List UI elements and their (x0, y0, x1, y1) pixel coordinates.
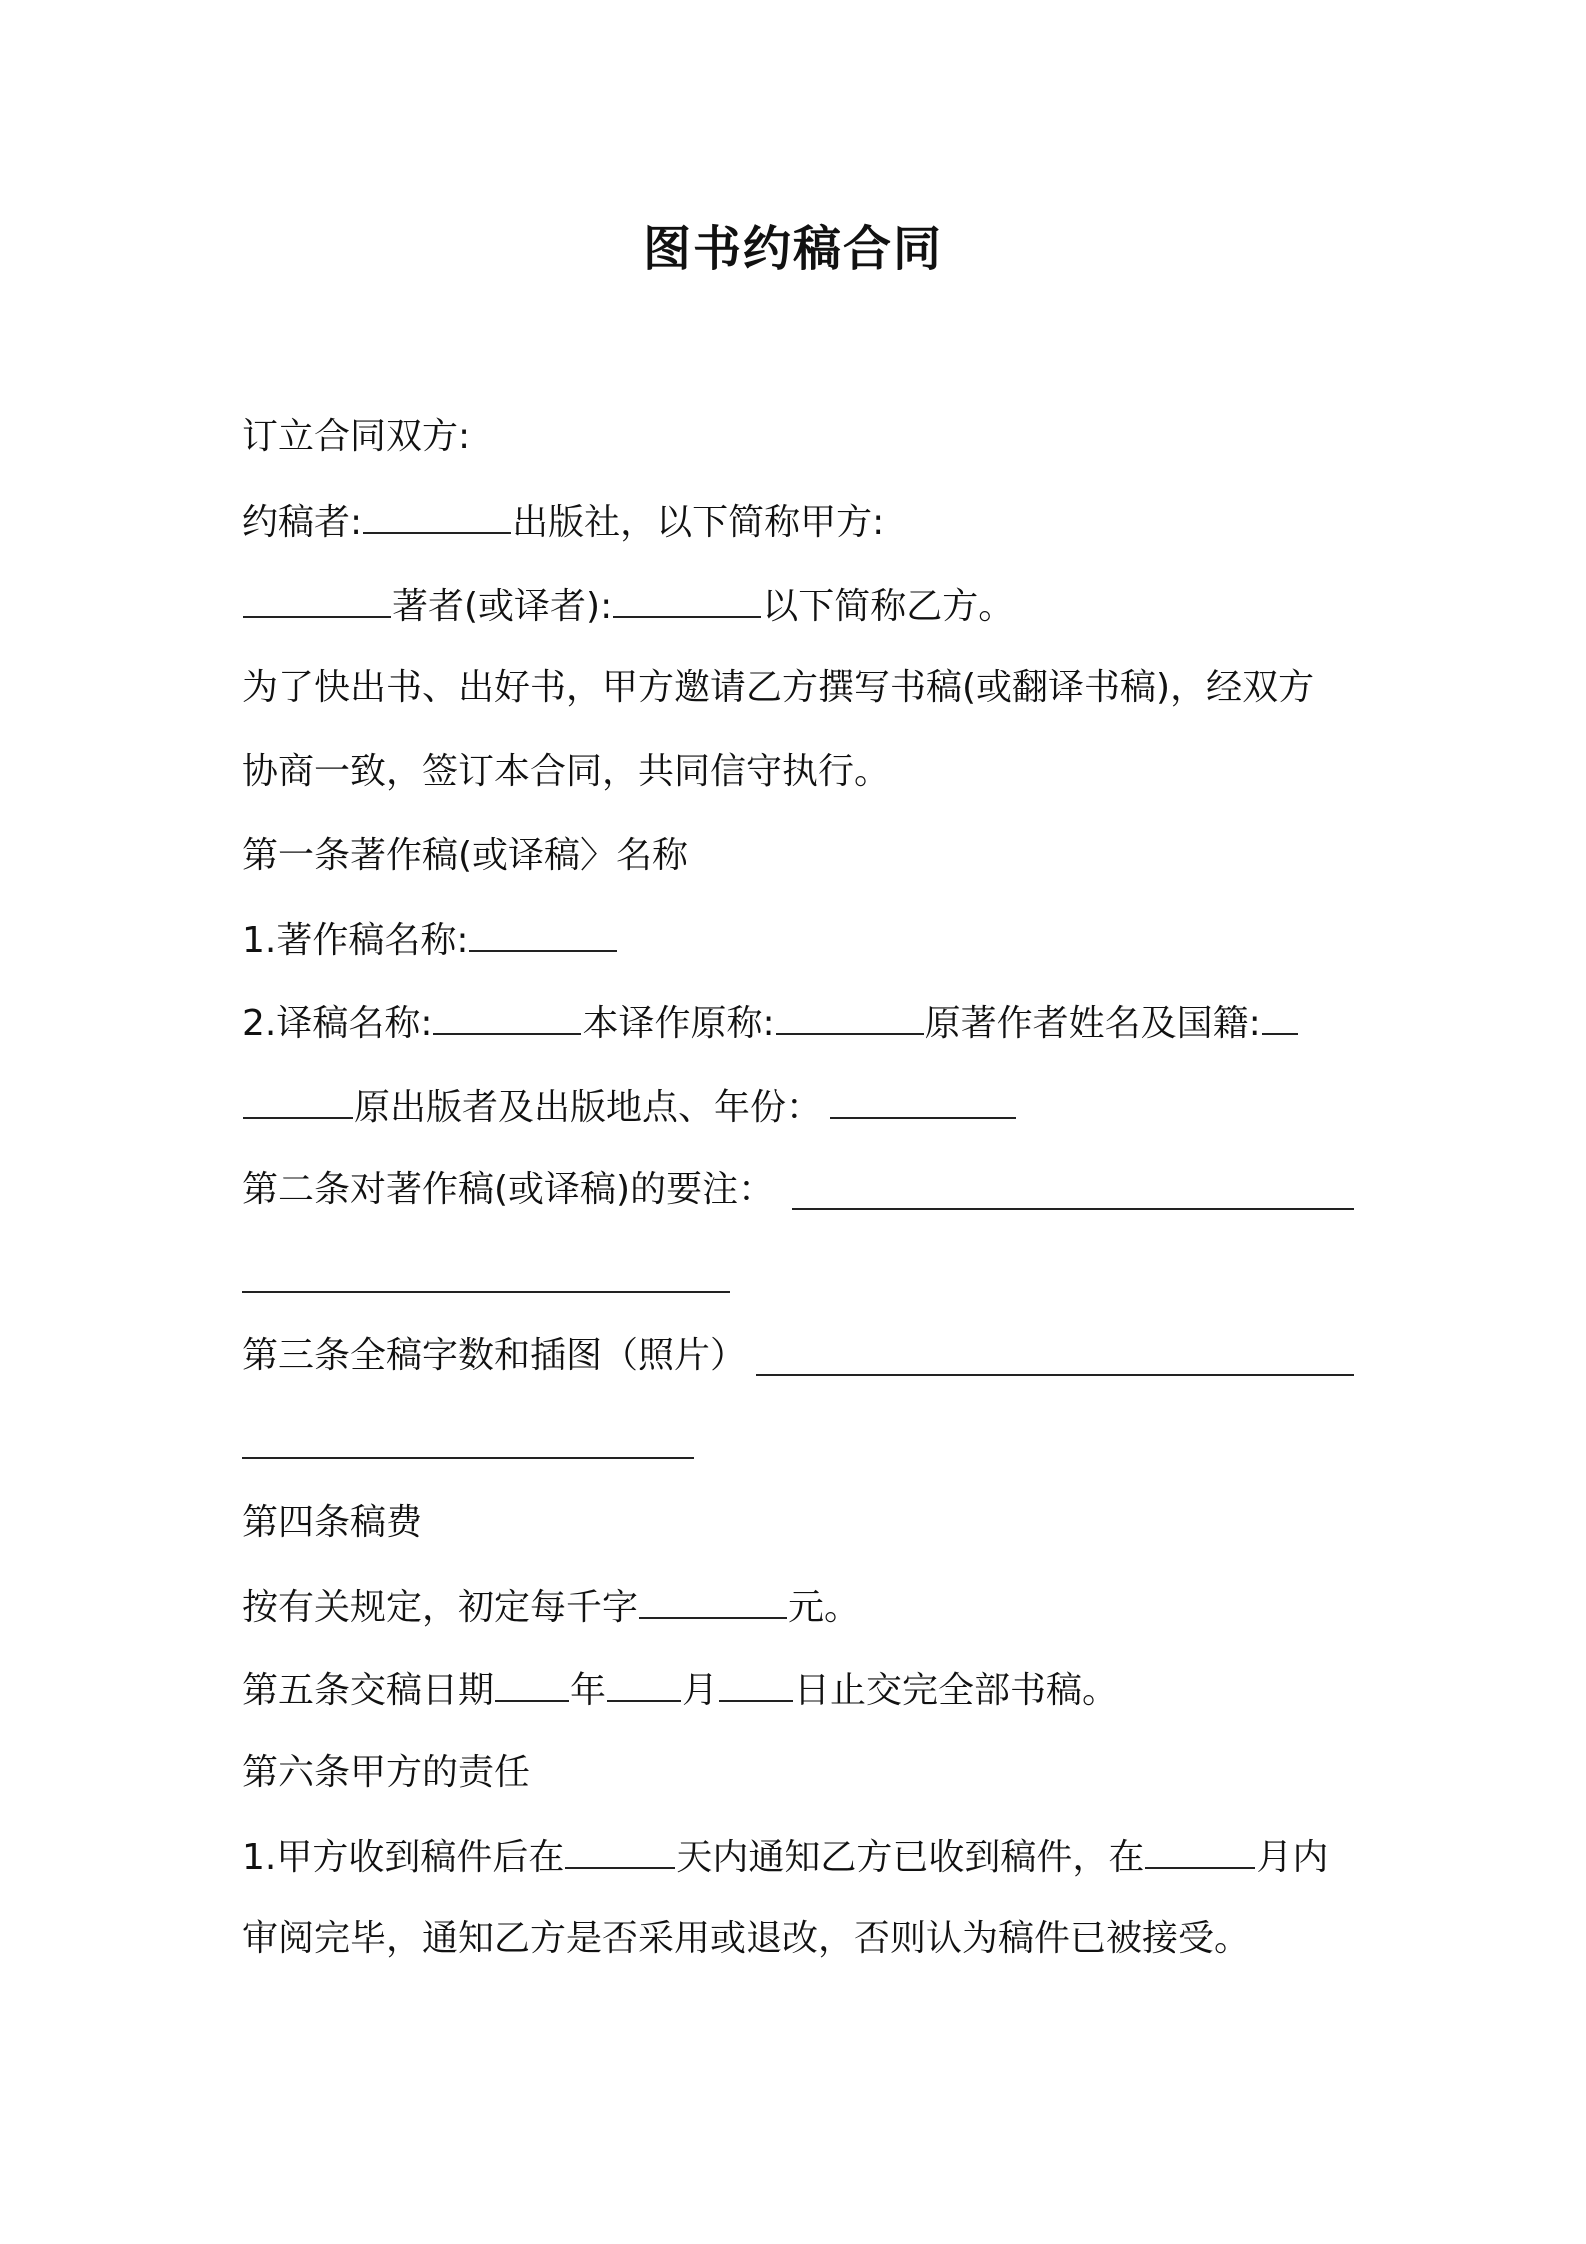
article-1-item-1: 1.著作稿名称: (242, 914, 1362, 966)
deadline-month-blank[interactable] (607, 1664, 681, 1702)
notify-days-blank[interactable] (565, 1831, 675, 1869)
article-3: 第三条全稿字数和插图（照片） (242, 1335, 747, 1376)
parties-heading: 订立合同双方: (242, 416, 471, 457)
article-6-item-1-cont: 审阅完毕，通知乙方是否采用或退改，否则认为稿件已被接受。 (242, 1918, 1251, 1959)
article-3-blank-2[interactable] (242, 1457, 694, 1459)
deadline-year-blank[interactable] (495, 1664, 569, 1702)
fee-per-thousand-blank[interactable] (639, 1581, 787, 1619)
article-1-item-2: 2.译稿名称: 本译作原称: 原著作者姓名及国籍: (242, 997, 1362, 1049)
party-b-name-blank[interactable] (243, 580, 391, 618)
work-name-blank[interactable] (469, 914, 617, 952)
publisher-year-blank[interactable] (830, 1081, 1016, 1119)
intro-line-2: 协商一致，签订本合同，共同信守执行。 (242, 751, 891, 792)
party-a-line: 约稿者: 出版社，以下简称甲方: (242, 496, 1362, 548)
translation-name-blank[interactable] (433, 997, 581, 1035)
review-months-blank[interactable] (1145, 1831, 1255, 1869)
article-6-heading: 第六条甲方的责任 (242, 1752, 531, 1793)
article-4-body: 按有关规定，初定每千字 元。 (242, 1581, 1362, 1633)
article-2-blank-2[interactable] (242, 1291, 730, 1293)
article-2: 第二条对著作稿(或译稿)的要注： (242, 1169, 775, 1210)
party-b-line: 著者(或译者): 以下简称乙方。 (242, 580, 1362, 632)
article-3-blank-1[interactable] (756, 1374, 1354, 1376)
party-a-blank[interactable] (363, 496, 511, 534)
article-2-blank-1[interactable] (792, 1208, 1354, 1210)
article-1-item-2-cont: 原出版者及出版地点、年份： (242, 1081, 1362, 1133)
original-author-blank[interactable] (1262, 997, 1298, 1035)
article-6-item-1: 1.甲方收到稿件后在 天内通知乙方已收到稿件，在 月内 (242, 1831, 1362, 1883)
party-b-blank[interactable] (613, 580, 761, 618)
deadline-day-blank[interactable] (719, 1664, 793, 1702)
document-title: 图书约稿合同 (642, 221, 943, 277)
article-1-heading: 第一条著作稿(或译稿〉名称 (242, 835, 689, 876)
article-4-heading: 第四条稿费 (242, 1502, 423, 1543)
intro-line-1: 为了快出书、出好书，甲方邀请乙方撰写书稿(或翻译书稿)，经双方 (242, 667, 1315, 708)
original-author-blank-cont[interactable] (243, 1081, 353, 1119)
article-5: 第五条交稿日期 年 月 日止交完全部书稿。 (242, 1664, 1362, 1716)
original-name-blank[interactable] (776, 997, 924, 1035)
